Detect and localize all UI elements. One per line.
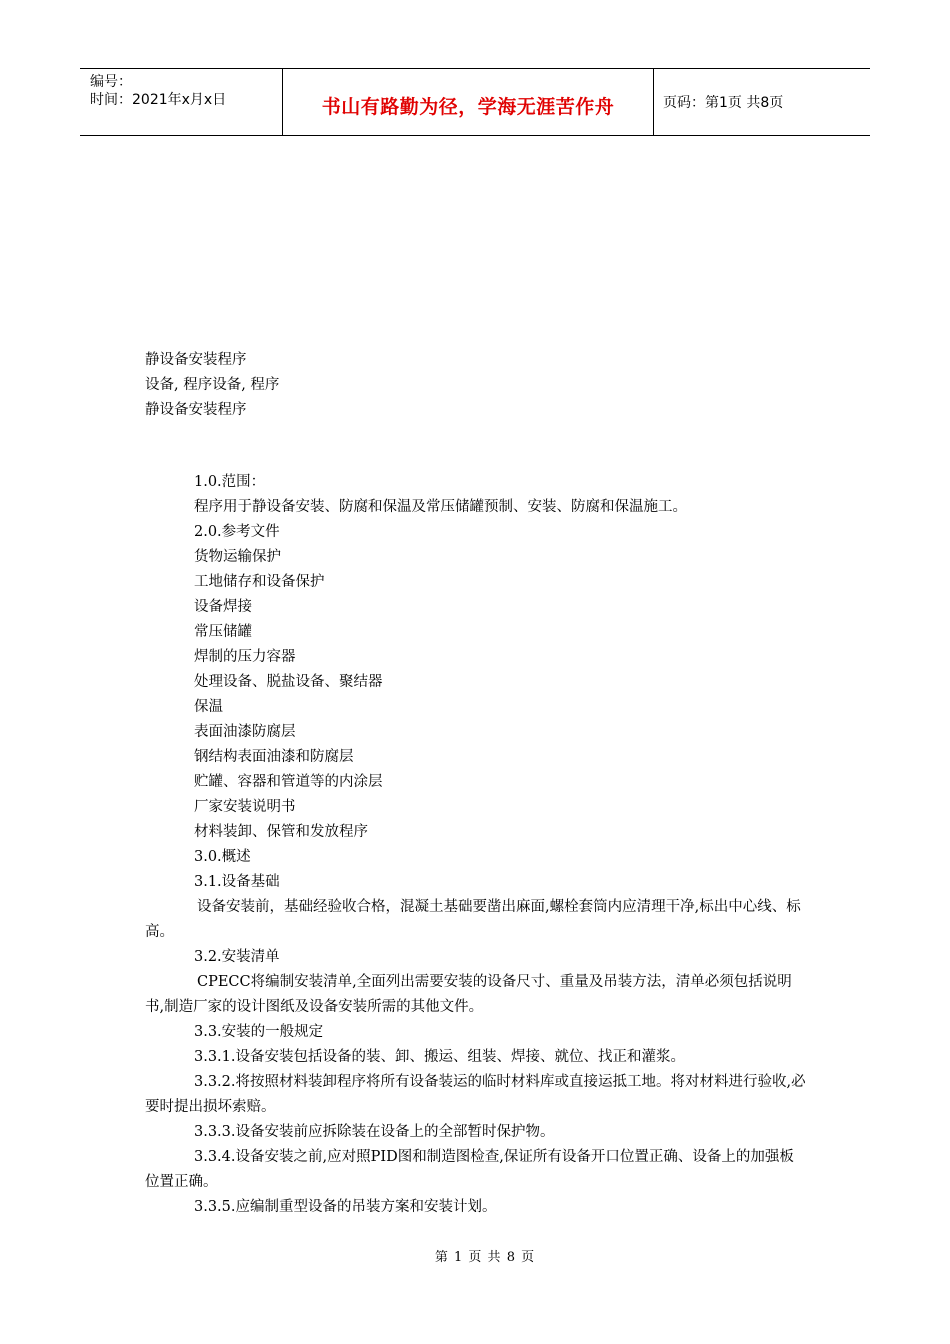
reference-item: 材料装卸、保管和发放程序	[194, 824, 368, 840]
document-keywords: 设备, 程序设备, 程序	[145, 377, 280, 393]
document-body	[145, 470, 808, 1220]
section-heading: 2.0.参考文件	[194, 524, 280, 540]
subsection-heading: 3.3.安装的一般规定	[194, 1024, 324, 1040]
section-heading: 1.0.范围：	[194, 474, 266, 490]
paragraph: CPECC将编制安装清单,全面列出需要安装的设备尺寸、重量及吊装方法，清单必须包括说明书,制造厂家的设计图纸及设备安装所需的其他文件。	[145, 974, 792, 1015]
header-motto-cell	[283, 69, 654, 135]
paragraph: 3.3.5.应编制重型设备的吊装方案和安装计划。	[194, 1199, 497, 1215]
paragraph: 3.3.3.设备安装前应拆除装在设备上的全部暂时保护物。	[194, 1124, 555, 1140]
section-heading: 3.0.概述	[194, 849, 251, 865]
reference-item: 处理设备、脱盐设备、聚结器	[194, 674, 383, 690]
reference-item: 货物运输保护	[194, 549, 281, 565]
paragraph: 程序用于静设备安装、防腐和保温及常压储罐预制、安装、防腐和保温施工。	[194, 499, 687, 515]
header-page-cell	[654, 69, 870, 135]
reference-item: 表面油漆防腐层	[194, 724, 296, 740]
reference-item: 保温	[194, 699, 223, 715]
document-number-label: 编号：	[90, 74, 132, 90]
subsection-heading: 3.2.安装清单	[194, 949, 280, 965]
reference-item: 钢结构表面油漆和防腐层	[194, 749, 354, 765]
document-intro	[145, 348, 279, 423]
reference-item: 工地储存和设备保护	[194, 574, 325, 590]
document-subtitle: 静设备安装程序	[145, 402, 247, 418]
reference-item: 贮罐、容器和管道等的内涂层	[194, 774, 383, 790]
subsection-heading: 3.1.设备基础	[194, 874, 280, 890]
reference-item: 设备焊接	[194, 599, 252, 615]
reference-item: 常压储罐	[194, 624, 252, 640]
paragraph: 3.3.1.设备安装包括设备的装、卸、搬运、组装、焊接、就位、找正和灌浆。	[194, 1049, 686, 1065]
paragraph: 设备安装前，基础经验收合格，混凝土基础要凿出麻面,螺栓套筒内应清理干净,标出中心线、标高。	[145, 899, 801, 940]
page-header	[80, 68, 870, 136]
document-time-label: 时间：2021年x月x日	[90, 92, 227, 108]
reference-item: 焊制的压力容器	[194, 649, 296, 665]
paragraph: 3.3.4.设备安装之前,应对照PID图和制造图检查,保证所有设备开口位置正确、设备上的加强板位置正确。	[145, 1149, 794, 1190]
header-info-cell	[80, 69, 283, 135]
document-title: 静设备安装程序	[145, 352, 247, 368]
page-footer: 第 1 页 共 8 页	[434, 1250, 536, 1265]
header-page-label: 页码：第1页 共8页	[663, 95, 784, 111]
header-motto: 书山有路勤为径，学海无涯苦作舟	[321, 95, 615, 118]
paragraph: 3.3.2.将按照材料装卸程序将所有设备装运的临时材料库或直接运抵工地。将对材料进行验收,必要时提出损坏索赔。	[145, 1074, 806, 1115]
reference-item: 厂家安装说明书	[194, 799, 296, 815]
